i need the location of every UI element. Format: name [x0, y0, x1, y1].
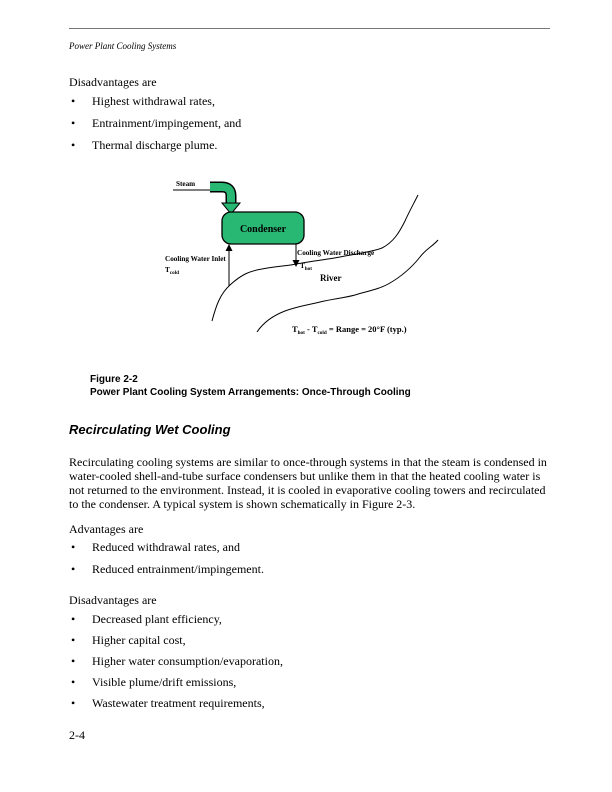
- section-heading: Recirculating Wet Cooling: [69, 422, 231, 437]
- once-through-cooling-diagram: [150, 171, 460, 343]
- list-item: • Decreased plant efficiency,: [69, 612, 550, 626]
- disadvantages-intro-1: Disadvantages are: [69, 75, 157, 89]
- inlet-temp-label: $T_{cold}$: [165, 266, 180, 276]
- bullet-list-disadvantages-2: [69, 612, 550, 710]
- figure-caption: [90, 373, 550, 399]
- discharge-label: Cooling Water Discharge: [297, 249, 375, 257]
- list-item: • Highest withdrawal rates,: [69, 94, 550, 108]
- list-item: • Reduced entrainment/impingement.: [69, 562, 550, 576]
- list-item: • Higher water consumption/evaporation,: [69, 654, 550, 668]
- header-rule: [69, 28, 550, 29]
- figure-caption-title: Power Plant Cooling System Arrangements: Once-Through Cooling: [90, 387, 411, 398]
- figure-caption-number: Figure 2-2: [90, 374, 138, 385]
- body-paragraph: Recirculating cooling systems are similar to once-through systems in that the steam is condensed in water-cooled shell-and-tube surface condensers but unlike them in that the heated cooling water is not returned to the environment. Instead, it is cooled in evaporative cooling towers and recirculated to the condenser. A typical system is shown schematically in Figure 2-3.: [69, 455, 547, 511]
- list-item: • Entrainment/impingement, and: [69, 116, 550, 130]
- list-item: • Higher capital cost,: [69, 633, 550, 647]
- page-content: [69, 28, 550, 742]
- steam-label: Steam: [176, 180, 196, 188]
- list-item: • Wastewater treatment requirements,: [69, 696, 550, 710]
- list-item: • Reduced withdrawal rates, and: [69, 540, 550, 554]
- running-header: Power Plant Cooling Systems: [69, 41, 177, 51]
- list-item: • Thermal discharge plume.: [69, 138, 550, 152]
- inlet-label: Cooling Water Inlet: [165, 255, 226, 263]
- bullet-list-disadvantages-1: [69, 94, 550, 152]
- disadvantages-intro-2: Disadvantages are: [69, 593, 157, 607]
- page-number: 2-4: [69, 728, 85, 742]
- list-item: • Visible plume/drift emissions,: [69, 675, 550, 689]
- condenser-label: Condenser: [239, 224, 287, 235]
- figure-diagram: [150, 171, 460, 343]
- inlet-arrowhead-icon: [226, 244, 233, 251]
- range-formula: $T_{hot} - T_{cold}$ = Range = 20°F (typ.): [292, 324, 407, 336]
- bullet-list-advantages: [69, 540, 550, 576]
- advantages-intro: Advantages are: [69, 522, 144, 536]
- discharge-temp-label: $T_{hot}$: [300, 262, 313, 272]
- river-label: River: [320, 273, 342, 283]
- elbow-arrow-icon: [210, 187, 231, 203]
